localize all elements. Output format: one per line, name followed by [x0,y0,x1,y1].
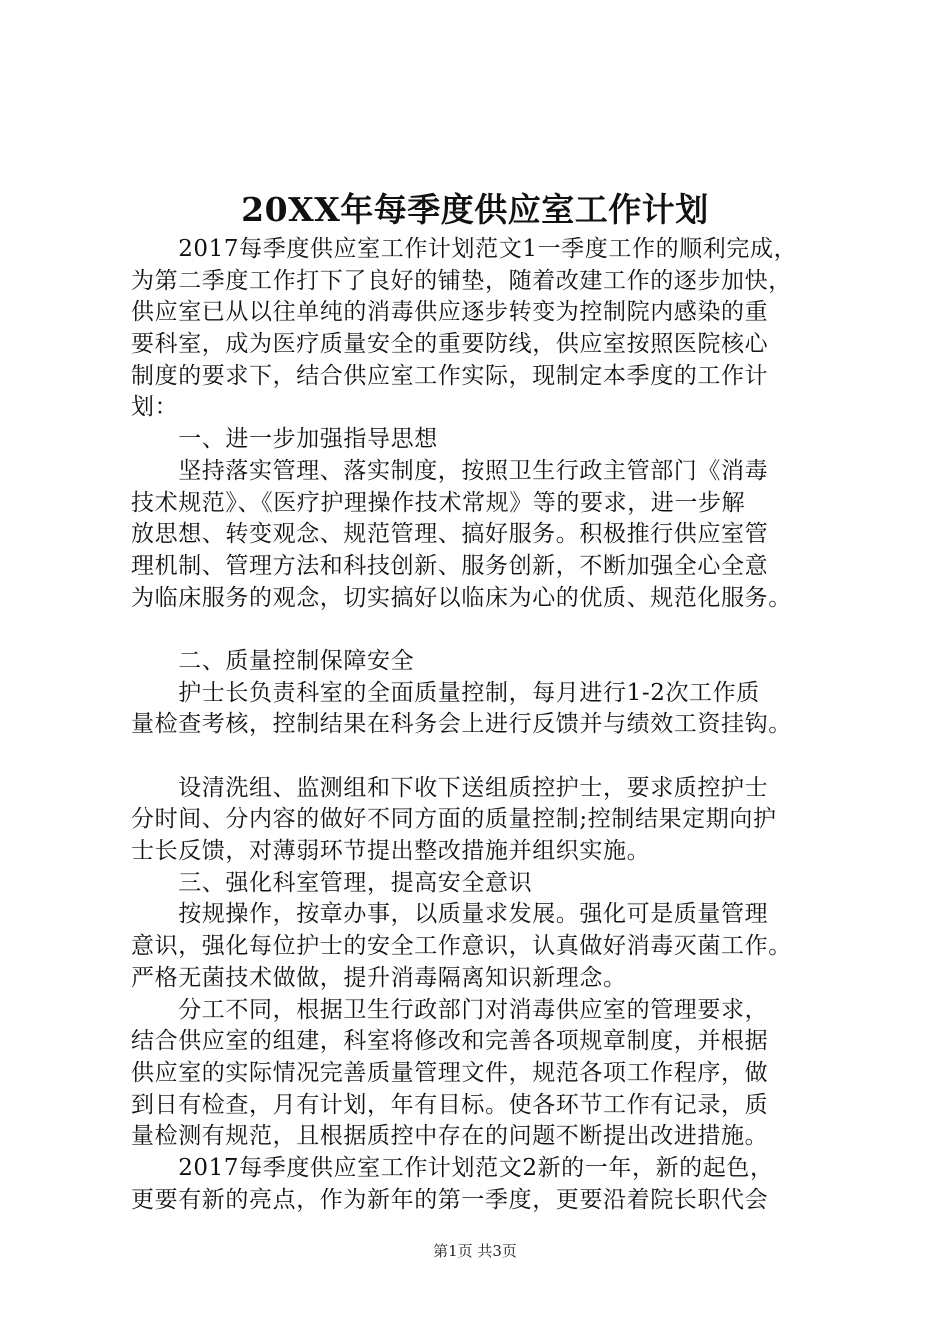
text-line: 一、进一步加强指导思想 [131,426,438,453]
text-line: 更要有新的亮点，作为新年的第一季度，更要沿着院长职代会 [131,1186,769,1213]
page-footer: 第1页 共3页 [433,1242,517,1260]
text-line: 坚持落实管理、落实制度，按照卫生行政主管部门《消毒 [131,457,769,484]
text-line: 严格无菌技术做做，提升消毒隔离知识新理念。 [131,964,627,991]
blank-line [131,741,831,773]
text-line: 二、质量控制保障安全 [131,647,415,674]
text-line: 理机制、管理方法和科技创新、服务创新，不断加强全心全意 [131,552,769,579]
text-line: 士长反馈，对薄弱环节提出整改措施并组织实施。 [131,838,651,865]
text-line: 分工不同，根据卫生行政部门对消毒供应室的管理要求， [131,996,769,1023]
document-body [131,234,831,1216]
text-line: 分时间、分内容的做好不同方面的质量控制;控制结果定期向护 [131,806,777,833]
text-line: 要科室，成为医疗质量安全的重要防线，供应室按照医院核心 [131,331,769,358]
text-line: 供应室的实际情况完善质量管理文件，规范各项工作程序，做 [131,1059,769,1086]
text-line: 供应室已从以往单纯的消毒供应逐步转变为控制院内感染的重 [131,299,769,326]
text-line: 意识，强化每位护士的安全工作意识，认真做好消毒灭菌工作。 [131,933,792,960]
text-line: 量检测有规范，且根据质控中存在的问题不断提出改进措施。 [131,1123,769,1150]
text-line: 技术规范》、《医疗护理操作技术常规》等的要求，进一步解 [131,489,746,516]
text-line: 制度的要求下，结合供应室工作实际，现制定本季度的工作计 [131,362,769,389]
text-line: 设清洗组、监测组和下收下送组质控护士，要求质控护士 [131,774,769,801]
text-line: 三、强化科室管理，提高安全意识 [131,869,533,896]
text-line: 划： [131,394,179,421]
document-title: 20XX年每季度供应室工作计划 [241,190,709,229]
text-line: 为临床服务的观念，切实搞好以临床为心的优质、规范化服务。 [131,584,792,611]
text-line: 量检查考核，控制结果在科务会上进行反馈并与绩效工资挂钩。 [131,711,792,738]
text-line: 为第二季度工作打下了良好的铺垫，随着改建工作的逐步加快， [131,267,792,294]
blank-line [131,614,831,646]
text-line: 到日有检查，月有计划，年有目标。使各环节工作有记录，质 [131,1091,769,1118]
text-line: 2017每季度供应室工作计划范文1一季度工作的顺利完成， [131,236,798,262]
text-line: 结合供应室的组建，科室将修改和完善各项规章制度，并根据 [131,1028,769,1055]
text-line: 按规操作，按章办事，以质量求发展。强化可是质量管理 [131,901,769,928]
text-line: 放思想、转变观念、规范管理、搞好服务。积极推行供应室管 [131,521,769,548]
text-line: 2017每季度供应室工作计划范文2新的一年，新的起色， [131,1154,774,1181]
text-line: 护士长负责科室的全面质量控制，每月进行1-2次工作质 [131,679,760,706]
